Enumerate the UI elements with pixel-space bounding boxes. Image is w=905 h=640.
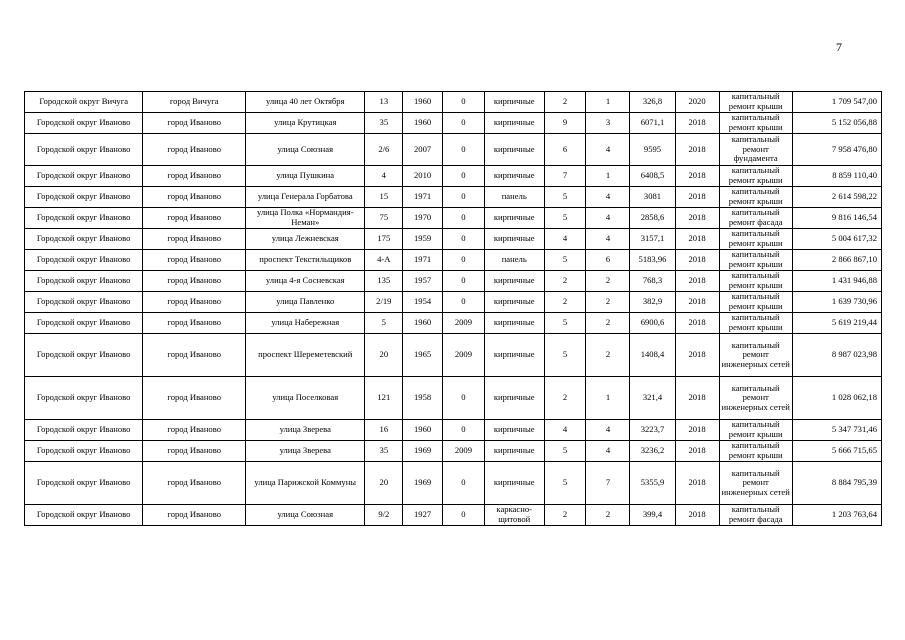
cell-street: улица Зверева xyxy=(246,420,365,441)
cell-year-reconstructed: 0 xyxy=(442,134,484,166)
cell-street: улица Павленко xyxy=(246,292,365,313)
cell-settlement: город Иваново xyxy=(143,187,246,208)
cell-house-number: 9/2 xyxy=(365,505,403,526)
cell-wall-material: кирпичные xyxy=(484,292,544,313)
cell-house-number: 121 xyxy=(365,377,403,420)
cell-year-reconstructed: 0 xyxy=(442,250,484,271)
cell-municipality: Городской округ Иваново xyxy=(25,377,143,420)
table-row xyxy=(25,462,882,505)
cell-floors: 2 xyxy=(544,292,586,313)
cell-street: проспект Текстильщиков xyxy=(246,250,365,271)
cell-year-built: 1971 xyxy=(403,250,443,271)
cell-floors: 4 xyxy=(544,229,586,250)
cell-settlement: город Иваново xyxy=(143,113,246,134)
cell-repair-type: капитальный ремонт крыши xyxy=(719,187,792,208)
cell-cost: 1 431 946,88 xyxy=(792,271,881,292)
cell-municipality: Городской округ Иваново xyxy=(25,208,143,229)
cell-repair-year: 2018 xyxy=(675,166,719,187)
cell-settlement: город Иваново xyxy=(143,334,246,377)
cell-area: 3223,7 xyxy=(630,420,675,441)
table-row xyxy=(25,187,882,208)
cell-repair-type: капитальный ремонт крыши xyxy=(719,313,792,334)
table-row xyxy=(25,208,882,229)
table-row xyxy=(25,292,882,313)
cell-year-reconstructed: 2009 xyxy=(442,334,484,377)
cell-floors: 2 xyxy=(544,505,586,526)
cell-year-built: 2010 xyxy=(403,166,443,187)
table-row xyxy=(25,250,882,271)
cell-floors: 2 xyxy=(544,271,586,292)
cell-municipality: Городской округ Иваново xyxy=(25,462,143,505)
cell-area: 321,4 xyxy=(630,377,675,420)
cell-entrances: 3 xyxy=(586,113,630,134)
cell-entrances: 6 xyxy=(586,250,630,271)
cell-repair-year: 2018 xyxy=(675,313,719,334)
cell-area: 399,4 xyxy=(630,505,675,526)
cell-municipality: Городской округ Иваново xyxy=(25,292,143,313)
cell-municipality: Городской округ Иваново xyxy=(25,113,143,134)
cell-wall-material: панель xyxy=(484,250,544,271)
cell-wall-material: кирпичные xyxy=(484,441,544,462)
cell-house-number: 4-А xyxy=(365,250,403,271)
cell-year-built: 1965 xyxy=(403,334,443,377)
cell-cost: 5 152 056,88 xyxy=(792,113,881,134)
cell-repair-year: 2018 xyxy=(675,208,719,229)
cell-wall-material: кирпичные xyxy=(484,462,544,505)
cell-wall-material: каркасно-щитовой xyxy=(484,505,544,526)
cell-cost: 1 028 062,18 xyxy=(792,377,881,420)
cell-settlement: город Иваново xyxy=(143,420,246,441)
cell-year-reconstructed: 0 xyxy=(442,271,484,292)
cell-repair-type: капитальный ремонт фасада xyxy=(719,505,792,526)
table-row xyxy=(25,113,882,134)
cell-repair-year: 2018 xyxy=(675,334,719,377)
cell-settlement: город Иваново xyxy=(143,377,246,420)
cell-entrances: 2 xyxy=(586,292,630,313)
cell-house-number: 15 xyxy=(365,187,403,208)
cell-area: 382,9 xyxy=(630,292,675,313)
table-row xyxy=(25,505,882,526)
cell-cost: 2 866 867,10 xyxy=(792,250,881,271)
cell-area: 6071,1 xyxy=(630,113,675,134)
cell-floors: 5 xyxy=(544,208,586,229)
cell-repair-year: 2018 xyxy=(675,377,719,420)
cell-repair-year: 2018 xyxy=(675,462,719,505)
cell-settlement: город Иваново xyxy=(143,229,246,250)
cell-entrances: 4 xyxy=(586,229,630,250)
cell-repair-year: 2018 xyxy=(675,292,719,313)
cell-wall-material: кирпичные xyxy=(484,271,544,292)
cell-repair-type: капитальный ремонт инженерных сетей xyxy=(719,334,792,377)
cell-area: 5183,96 xyxy=(630,250,675,271)
cell-street: улица Союзная xyxy=(246,134,365,166)
cell-floors: 5 xyxy=(544,462,586,505)
cell-entrances: 4 xyxy=(586,134,630,166)
cell-entrances: 4 xyxy=(586,441,630,462)
cell-municipality: Городской округ Иваново xyxy=(25,271,143,292)
cell-settlement: город Иваново xyxy=(143,134,246,166)
cell-year-reconstructed: 0 xyxy=(442,462,484,505)
cell-cost: 2 614 598,22 xyxy=(792,187,881,208)
cell-house-number: 2/19 xyxy=(365,292,403,313)
cell-repair-year: 2018 xyxy=(675,187,719,208)
cell-entrances: 1 xyxy=(586,92,630,113)
cell-year-reconstructed: 0 xyxy=(442,292,484,313)
cell-cost: 8 987 023,98 xyxy=(792,334,881,377)
table-row xyxy=(25,229,882,250)
cell-settlement: город Иваново xyxy=(143,505,246,526)
table-row xyxy=(25,134,882,166)
cell-wall-material: кирпичные xyxy=(484,208,544,229)
cell-entrances: 4 xyxy=(586,208,630,229)
cell-cost: 1 639 730,96 xyxy=(792,292,881,313)
table-row xyxy=(25,334,882,377)
cell-street: улица Крутицкая xyxy=(246,113,365,134)
cell-entrances: 1 xyxy=(586,377,630,420)
cell-repair-year: 2018 xyxy=(675,441,719,462)
cell-area: 3081 xyxy=(630,187,675,208)
cell-floors: 4 xyxy=(544,420,586,441)
cell-floors: 5 xyxy=(544,250,586,271)
cell-municipality: Городской округ Иваново xyxy=(25,313,143,334)
cell-wall-material: кирпичные xyxy=(484,134,544,166)
cell-year-reconstructed: 0 xyxy=(442,505,484,526)
cell-street: улица Генерала Горбатова xyxy=(246,187,365,208)
cell-year-built: 1969 xyxy=(403,462,443,505)
cell-year-reconstructed: 2009 xyxy=(442,313,484,334)
cell-entrances: 1 xyxy=(586,166,630,187)
cell-year-built: 1970 xyxy=(403,208,443,229)
cell-street: улица 4-я Сосневская xyxy=(246,271,365,292)
cell-wall-material: кирпичные xyxy=(484,377,544,420)
cell-year-built: 1960 xyxy=(403,113,443,134)
cell-cost: 8 884 795,39 xyxy=(792,462,881,505)
cell-repair-type: капитальный ремонт крыши xyxy=(719,229,792,250)
cell-house-number: 75 xyxy=(365,208,403,229)
cell-street: улица Полка «Нормандия-Неман» xyxy=(246,208,365,229)
cell-wall-material: кирпичные xyxy=(484,92,544,113)
cell-settlement: город Иваново xyxy=(143,313,246,334)
cell-house-number: 20 xyxy=(365,334,403,377)
cell-area: 3157,1 xyxy=(630,229,675,250)
cell-municipality: Городской округ Иваново xyxy=(25,441,143,462)
cell-repair-type: капитальный ремонт крыши xyxy=(719,292,792,313)
cell-cost: 9 816 146,54 xyxy=(792,208,881,229)
cell-repair-type: капитальный ремонт фасада xyxy=(719,208,792,229)
table-row xyxy=(25,441,882,462)
cell-floors: 5 xyxy=(544,441,586,462)
cell-street: улица Союзная xyxy=(246,505,365,526)
cell-entrances: 4 xyxy=(586,187,630,208)
cell-cost: 5 347 731,46 xyxy=(792,420,881,441)
cell-street: улица Набережная xyxy=(246,313,365,334)
cell-area: 9595 xyxy=(630,134,675,166)
cell-year-built: 1959 xyxy=(403,229,443,250)
cell-area: 3236,2 xyxy=(630,441,675,462)
cell-settlement: город Иваново xyxy=(143,271,246,292)
cell-wall-material: кирпичные xyxy=(484,420,544,441)
cell-repair-year: 2018 xyxy=(675,505,719,526)
cell-settlement: город Иваново xyxy=(143,441,246,462)
cell-year-built: 1971 xyxy=(403,187,443,208)
cell-wall-material: кирпичные xyxy=(484,166,544,187)
cell-municipality: Городской округ Иваново xyxy=(25,420,143,441)
cell-area: 768,3 xyxy=(630,271,675,292)
cell-entrances: 4 xyxy=(586,420,630,441)
cell-wall-material: кирпичные xyxy=(484,113,544,134)
table-row xyxy=(25,92,882,113)
table-row xyxy=(25,377,882,420)
cell-house-number: 35 xyxy=(365,113,403,134)
cell-year-reconstructed: 2009 xyxy=(442,441,484,462)
cell-repair-type: капитальный ремонт фундамента xyxy=(719,134,792,166)
cell-municipality: Городской округ Иваново xyxy=(25,134,143,166)
cell-repair-type: капитальный ремонт крыши xyxy=(719,166,792,187)
cell-year-built: 1960 xyxy=(403,420,443,441)
cell-year-built: 1958 xyxy=(403,377,443,420)
cell-street: улица Поселковая xyxy=(246,377,365,420)
cell-year-reconstructed: 0 xyxy=(442,166,484,187)
cell-house-number: 135 xyxy=(365,271,403,292)
cell-floors: 6 xyxy=(544,134,586,166)
cell-floors: 2 xyxy=(544,377,586,420)
cell-floors: 9 xyxy=(544,113,586,134)
cell-repair-year: 2018 xyxy=(675,229,719,250)
cell-cost: 5 004 617,32 xyxy=(792,229,881,250)
cell-repair-type: капитальный ремонт крыши xyxy=(719,441,792,462)
cell-year-built: 1960 xyxy=(403,92,443,113)
cell-entrances: 2 xyxy=(586,334,630,377)
cell-house-number: 20 xyxy=(365,462,403,505)
cell-municipality: Городской округ Вичуга xyxy=(25,92,143,113)
cell-cost: 8 859 110,40 xyxy=(792,166,881,187)
cell-repair-type: капитальный ремонт крыши xyxy=(719,271,792,292)
cell-cost: 5 619 219,44 xyxy=(792,313,881,334)
table-row xyxy=(25,166,882,187)
cell-repair-type: капитальный ремонт крыши xyxy=(719,92,792,113)
table-row xyxy=(25,271,882,292)
cell-municipality: Городской округ Иваново xyxy=(25,250,143,271)
cell-house-number: 175 xyxy=(365,229,403,250)
cell-street: улица Лежневская xyxy=(246,229,365,250)
cell-street: проспект Шереметевский xyxy=(246,334,365,377)
cell-municipality: Городской округ Иваново xyxy=(25,166,143,187)
cell-repair-type: капитальный ремонт крыши xyxy=(719,113,792,134)
cell-house-number: 16 xyxy=(365,420,403,441)
cell-wall-material: панель xyxy=(484,187,544,208)
cell-year-built: 1969 xyxy=(403,441,443,462)
cell-repair-year: 2018 xyxy=(675,134,719,166)
cell-municipality: Городской округ Иваново xyxy=(25,334,143,377)
page-number: 7 xyxy=(836,40,842,54)
cell-entrances: 2 xyxy=(586,271,630,292)
table-row xyxy=(25,313,882,334)
cell-repair-year: 2018 xyxy=(675,271,719,292)
cell-cost: 7 958 476,80 xyxy=(792,134,881,166)
cell-year-reconstructed: 0 xyxy=(442,187,484,208)
cell-repair-year: 2018 xyxy=(675,250,719,271)
cell-area: 326,8 xyxy=(630,92,675,113)
cell-entrances: 7 xyxy=(586,462,630,505)
cell-house-number: 35 xyxy=(365,441,403,462)
cell-floors: 7 xyxy=(544,166,586,187)
cell-entrances: 2 xyxy=(586,505,630,526)
cell-house-number: 5 xyxy=(365,313,403,334)
cell-settlement: город Иваново xyxy=(143,166,246,187)
cell-cost: 1 709 547,00 xyxy=(792,92,881,113)
cell-year-built: 1927 xyxy=(403,505,443,526)
cell-repair-type: капитальный ремонт крыши xyxy=(719,250,792,271)
cell-municipality: Городской округ Иваново xyxy=(25,229,143,250)
cell-area: 6408,5 xyxy=(630,166,675,187)
cell-floors: 5 xyxy=(544,313,586,334)
cell-floors: 2 xyxy=(544,92,586,113)
cell-wall-material: кирпичные xyxy=(484,313,544,334)
cell-year-reconstructed: 0 xyxy=(442,377,484,420)
cell-repair-type: капитальный ремонт инженерных сетей xyxy=(719,462,792,505)
cell-year-built: 1960 xyxy=(403,313,443,334)
cell-repair-type: капитальный ремонт инженерных сетей xyxy=(719,377,792,420)
cell-settlement: город Иваново xyxy=(143,462,246,505)
cell-entrances: 2 xyxy=(586,313,630,334)
cell-area: 6900,6 xyxy=(630,313,675,334)
cell-house-number: 2/6 xyxy=(365,134,403,166)
cell-year-reconstructed: 0 xyxy=(442,113,484,134)
cell-repair-year: 2018 xyxy=(675,420,719,441)
cell-settlement: город Иваново xyxy=(143,208,246,229)
cell-year-built: 1957 xyxy=(403,271,443,292)
cell-settlement: город Вичуга xyxy=(143,92,246,113)
cell-year-built: 1954 xyxy=(403,292,443,313)
cell-year-reconstructed: 0 xyxy=(442,208,484,229)
cell-repair-year: 2018 xyxy=(675,113,719,134)
cell-year-built: 2007 xyxy=(403,134,443,166)
cell-area: 1408,4 xyxy=(630,334,675,377)
cell-settlement: город Иваново xyxy=(143,292,246,313)
cell-area: 2858,6 xyxy=(630,208,675,229)
cell-municipality: Городской округ Иваново xyxy=(25,505,143,526)
cell-settlement: город Иваново xyxy=(143,250,246,271)
cell-floors: 5 xyxy=(544,187,586,208)
cell-municipality: Городской округ Иваново xyxy=(25,187,143,208)
cell-year-reconstructed: 0 xyxy=(442,420,484,441)
cell-wall-material: кирпичные xyxy=(484,229,544,250)
cell-house-number: 13 xyxy=(365,92,403,113)
cell-year-reconstructed: 0 xyxy=(442,229,484,250)
housing-repair-table xyxy=(24,91,882,526)
cell-year-reconstructed: 0 xyxy=(442,92,484,113)
cell-cost: 5 666 715,65 xyxy=(792,441,881,462)
cell-street: улица Пушкина xyxy=(246,166,365,187)
table-row xyxy=(25,420,882,441)
cell-area: 5355,9 xyxy=(630,462,675,505)
cell-street: улица Парижской Коммуны xyxy=(246,462,365,505)
cell-street: улица 40 лет Октября xyxy=(246,92,365,113)
cell-house-number: 4 xyxy=(365,166,403,187)
cell-floors: 5 xyxy=(544,334,586,377)
cell-repair-type: капитальный ремонт крыши xyxy=(719,420,792,441)
cell-street: улица Зверева xyxy=(246,441,365,462)
cell-repair-year: 2020 xyxy=(675,92,719,113)
cell-cost: 1 203 763,64 xyxy=(792,505,881,526)
cell-wall-material: кирпичные xyxy=(484,334,544,377)
